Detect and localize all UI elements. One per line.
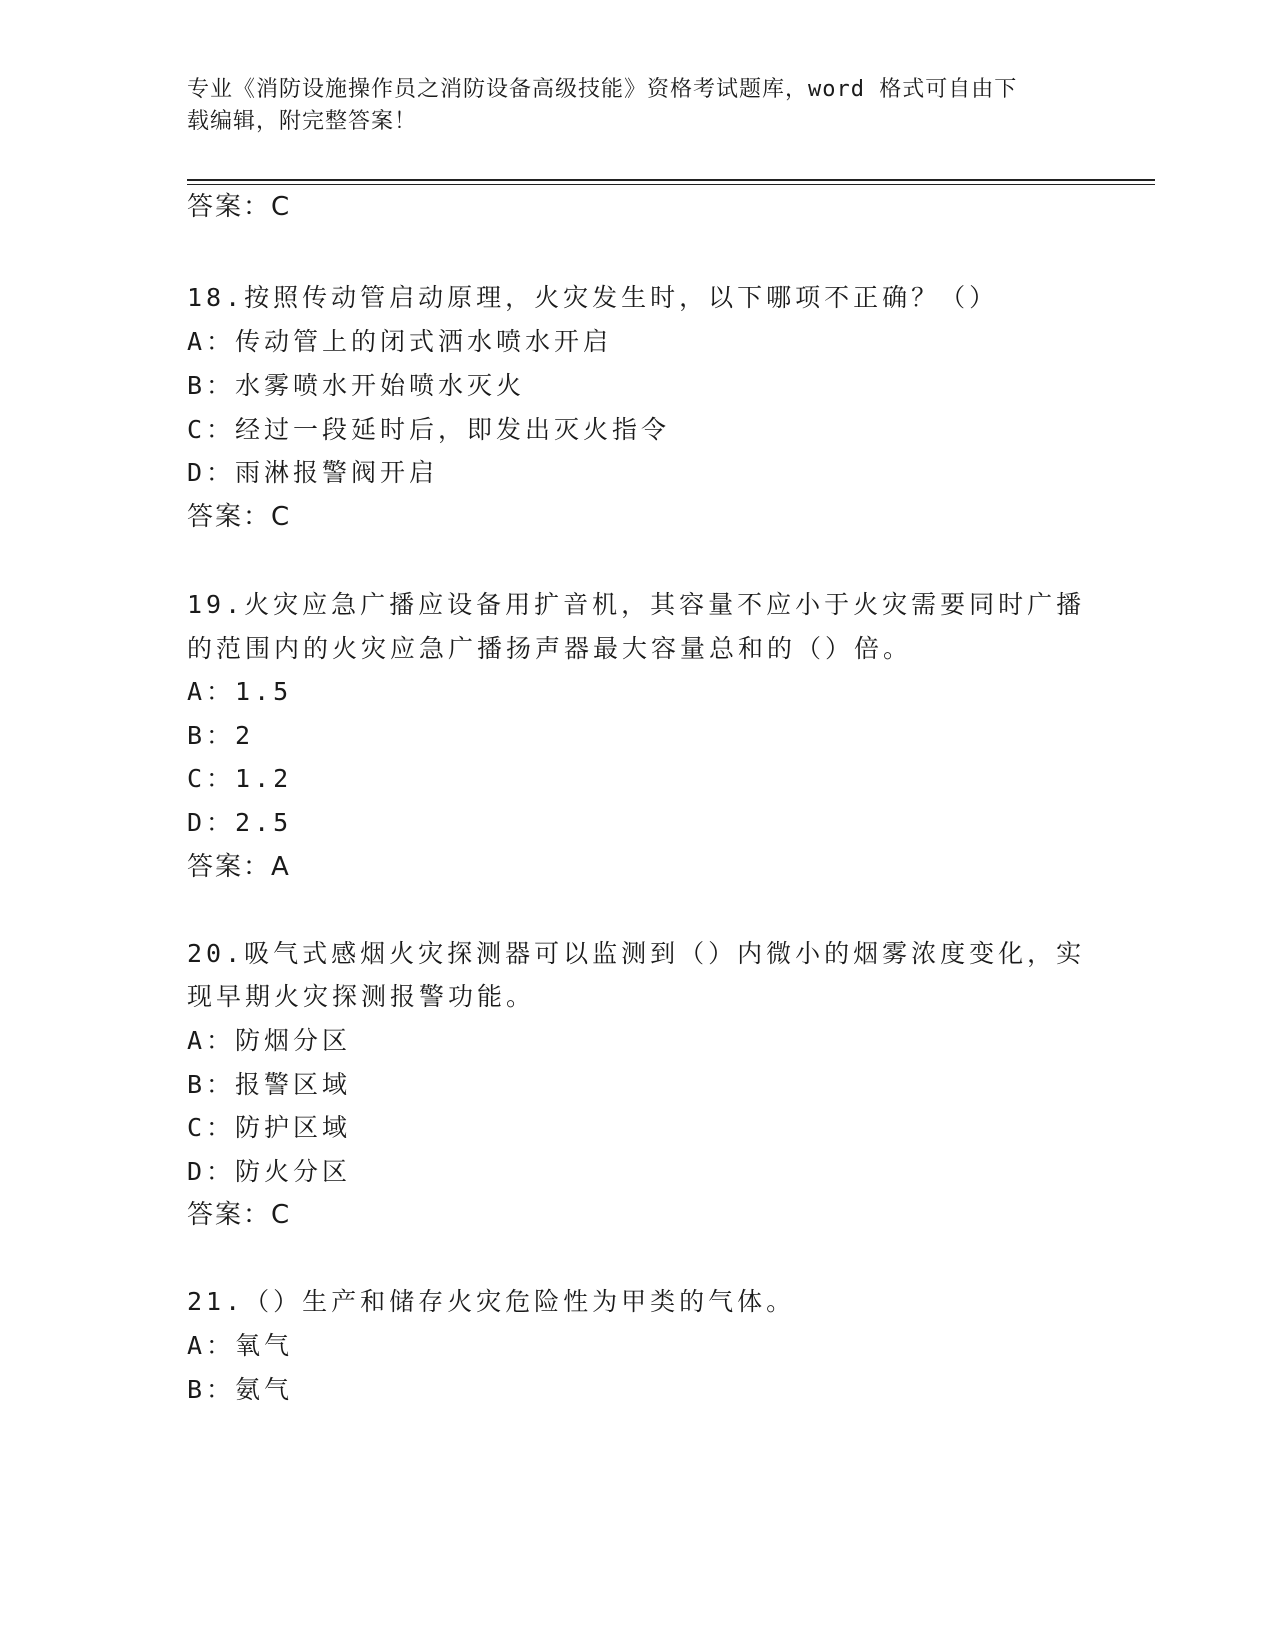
question-20-option-d: D：防火分区 <box>187 1157 352 1186</box>
answer-q20: 答案：C <box>187 1200 292 1230</box>
document-header <box>187 74 1067 138</box>
question-18-option-c: C：经过一段延时后，即发出灭火指令 <box>187 415 671 444</box>
question-20-option-b: B：报警区域 <box>187 1070 352 1099</box>
question-19-option-c: C：1.2 <box>187 764 293 793</box>
header-rule-thin <box>187 184 1155 185</box>
header-rule-thick <box>187 179 1155 181</box>
answer-q18: 答案：C <box>187 502 292 532</box>
header-line-2: 载编辑，附完整答案！ <box>187 109 418 134</box>
question-19-option-d: D：2.5 <box>187 808 293 837</box>
header-line-1: 专业《消防设施操作员之消防设备高级技能》资格考试题库，word 格式可自由下 <box>187 77 1018 102</box>
question-21-option-a: A：氧气 <box>187 1331 294 1360</box>
question-18-stem: 18.按照传动管启动原理，火灾发生时，以下哪项不正确？（） <box>187 283 999 312</box>
answer-q19: 答案：A <box>187 852 291 882</box>
answer-q17: 答案：C <box>187 192 292 222</box>
question-18-option-d: D：雨淋报警阀开启 <box>187 458 439 487</box>
question-19-option-b: B：2 <box>187 721 255 750</box>
question-20-option-c: C：防护区域 <box>187 1113 352 1142</box>
question-18-option-b: B：水雾喷水开始喷水灭火 <box>187 371 526 400</box>
question-20-stem-line-2: 现早期火灾探测报警功能。 <box>187 982 536 1011</box>
question-19-option-a: A：1.5 <box>187 677 293 706</box>
question-18-option-a: A：传动管上的闭式洒水喷水开启 <box>187 327 613 356</box>
question-21-stem: 21.（）生产和储存火灾危险性为甲类的气体。 <box>187 1287 796 1316</box>
question-20-stem-line-1: 20.吸气式感烟火灾探测器可以监测到（）内微小的烟雾浓度变化，实 <box>187 939 1086 968</box>
question-19-stem-line-1: 19.火灾应急广播应设备用扩音机，其容量不应小于火灾需要同时广播 <box>187 590 1086 619</box>
question-20-option-a: A：防烟分区 <box>187 1026 352 1055</box>
question-21-option-b: B：氨气 <box>187 1375 294 1404</box>
question-19-stem-line-2: 的范围内的火灾应急广播扬声器最大容量总和的（）倍。 <box>187 634 913 663</box>
